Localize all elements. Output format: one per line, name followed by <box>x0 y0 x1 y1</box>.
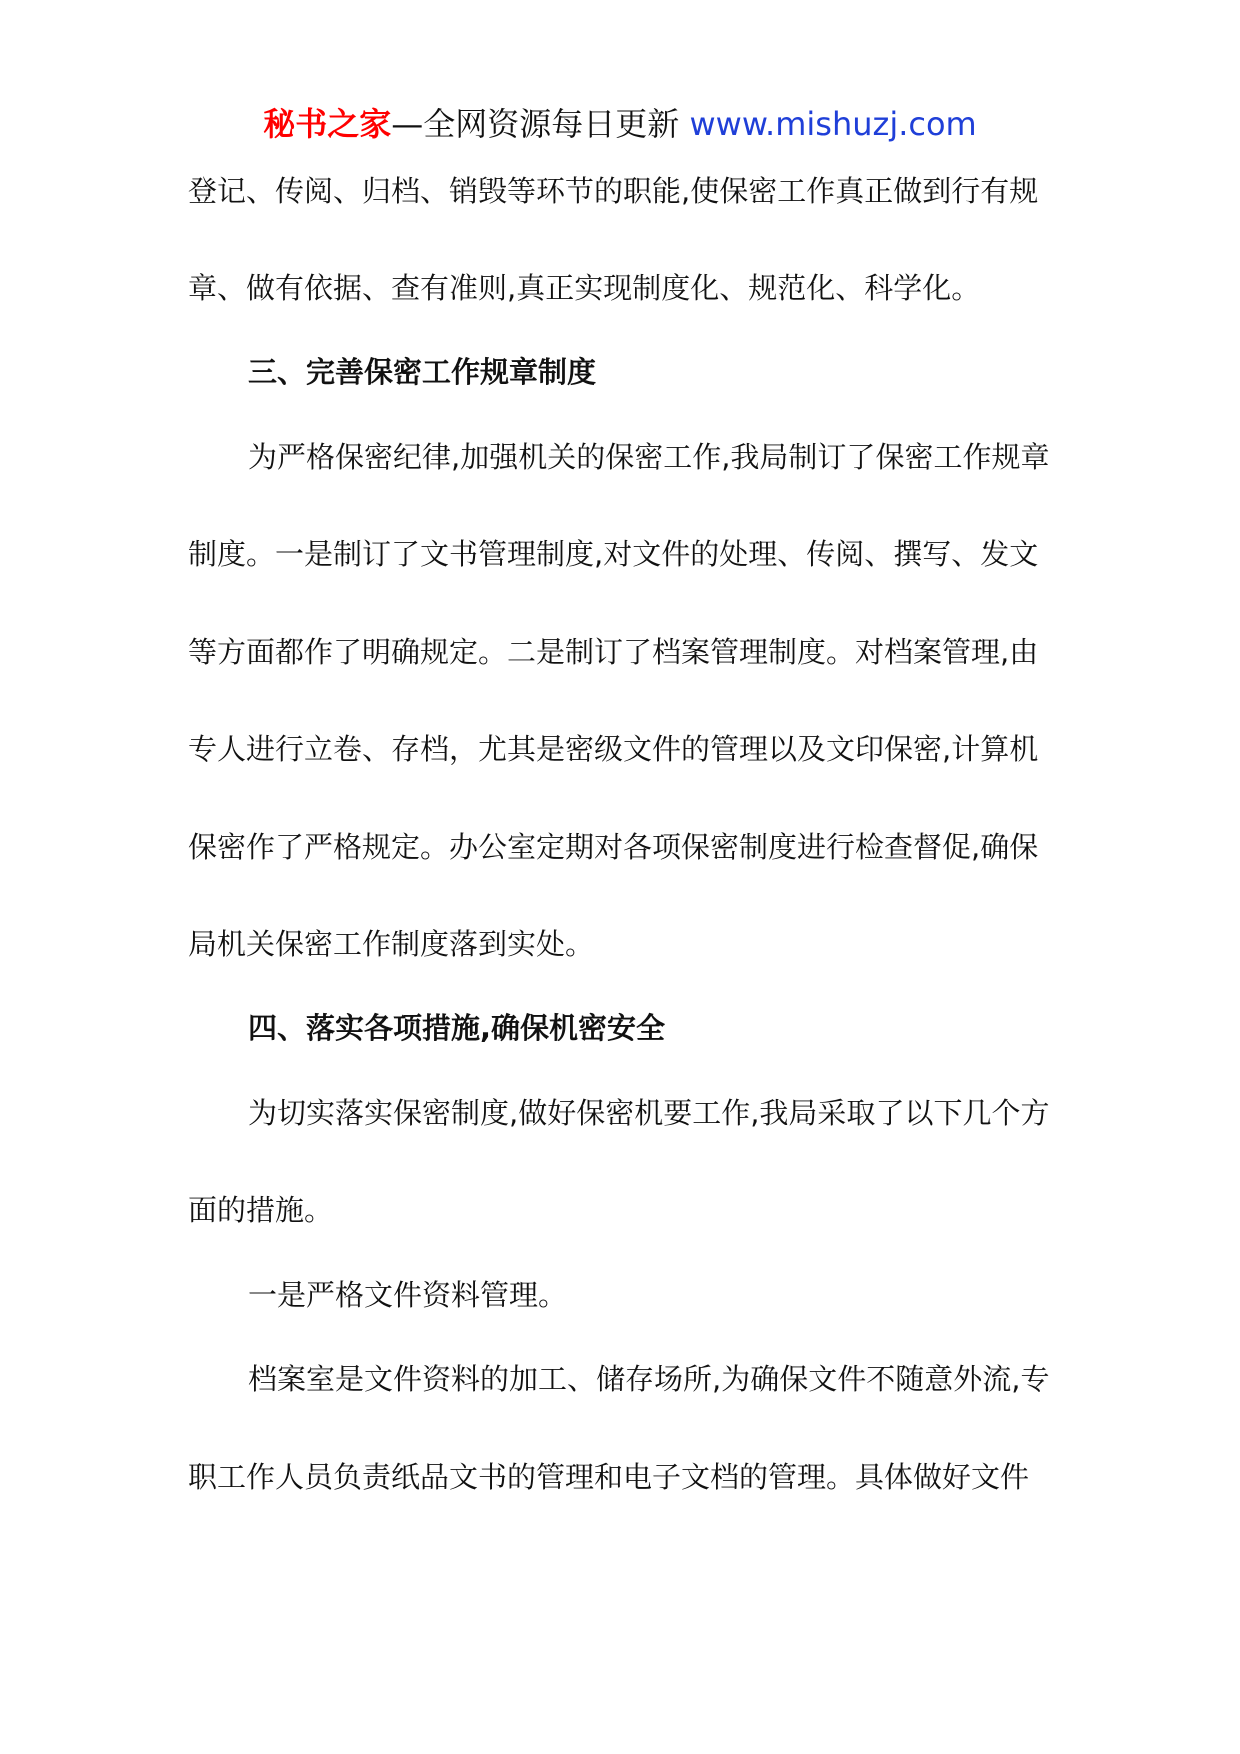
paragraph-line: 一是严格文件资料管理。 <box>248 1278 568 1312</box>
paragraph-line: 保密作了严格规定。办公室定期对各项保密制度进行检查督促,确保 <box>188 830 1039 864</box>
paragraph-line: 职工作人员负责纸品文书的管理和电子文档的管理。具体做好文件 <box>188 1460 1030 1494</box>
paragraph-line: 等方面都作了明确规定。二是制订了档案管理制度。对档案管理,由 <box>188 635 1039 669</box>
paragraph-line: 专人进行立卷、存档，尤其是密级文件的管理以及文印保密,计算机 <box>188 732 1039 766</box>
site-brand: 秘书之家 <box>263 105 392 143</box>
paragraph-line: 局机关保密工作制度落到实处。 <box>188 927 595 961</box>
section-heading: 四、落实各项措施,确保机密安全 <box>248 1011 666 1045</box>
paragraph-line: 面的措施。 <box>188 1193 334 1227</box>
paragraph-line: 章、做有依据、查有准则,真正实现制度化、规范化、科学化。 <box>188 271 981 305</box>
paragraph-line: 登记、传阅、归档、销毁等环节的职能,使保密工作真正做到行有规 <box>188 174 1039 208</box>
site-header <box>0 100 1240 148</box>
site-tagline: —全网资源每日更新 <box>391 105 690 143</box>
section-heading: 三、完善保密工作规章制度 <box>248 355 597 389</box>
paragraph-line: 档案室是文件资料的加工、储存场所,为确保文件不随意外流,专 <box>248 1362 1050 1396</box>
site-url-link[interactable]: www.mishuzj.com <box>689 105 977 143</box>
paragraph-line: 为切实落实保密制度,做好保密机要工作,我局采取了以下几个方 <box>248 1096 1050 1130</box>
paragraph-line: 制度。一是制订了文书管理制度,对文件的处理、传阅、撰写、发文 <box>188 537 1039 571</box>
paragraph-line: 为严格保密纪律,加强机关的保密工作,我局制订了保密工作规章 <box>248 440 1050 474</box>
